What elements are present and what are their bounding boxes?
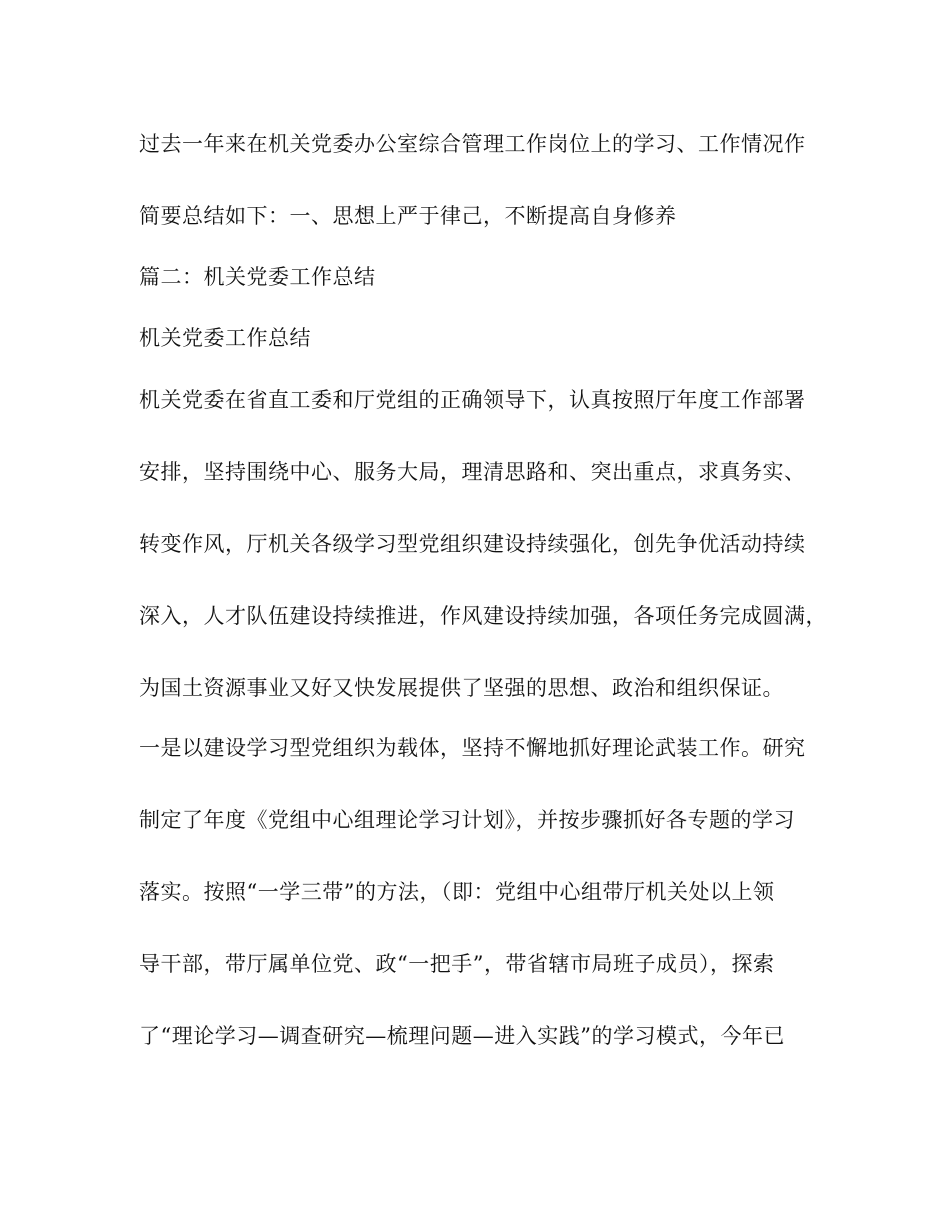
text-line: 安排，坚持围绕中心、服务大局，理清思路和、突出重点，求真务实、: [139, 460, 806, 484]
text-line: 深入，人才队伍建设持续推进，作风建设持续加强，各项任务完成圆满，: [139, 604, 827, 628]
section-title: 机关党委工作总结: [139, 326, 311, 350]
text-line: 过去一年来在机关党委办公室综合管理工作岗位上的学习、工作情况作: [139, 132, 806, 156]
text-line: 机关党委在省直工委和厅党组的正确领导下，认真按照厅年度工作部署: [139, 388, 806, 412]
text-line: 一是以建设学习型党组织为载体，坚持不懈地抓好理论武装工作。研究: [139, 736, 806, 760]
text-line: 制定了年度《党组中心组理论学习计划》，并按步骤抓好各专题的学习: [139, 808, 795, 832]
text-line: 导干部，带厅属单位党、政“一把手”，带省辖市局班子成员），探索: [139, 952, 775, 976]
text-line: 为国土资源事业又好又快发展提供了坚强的思想、政治和组织保证。: [139, 676, 784, 700]
text-line: 落实。按照“一学三带”的方法，（即：党组中心组带厅机关处以上领: [139, 880, 775, 904]
text-line: 简要总结如下：一、思想上严于律己，不断提高自身修养: [139, 204, 677, 228]
text-line: 转变作风，厅机关各级学习型党组织建设持续强化，创先争优活动持续: [139, 532, 806, 556]
section-heading: 篇二：机关党委工作总结: [139, 265, 376, 289]
text-line: 了“理论学习—调查研究—梳理问题—进入实践”的学习模式，今年已: [139, 1024, 785, 1048]
